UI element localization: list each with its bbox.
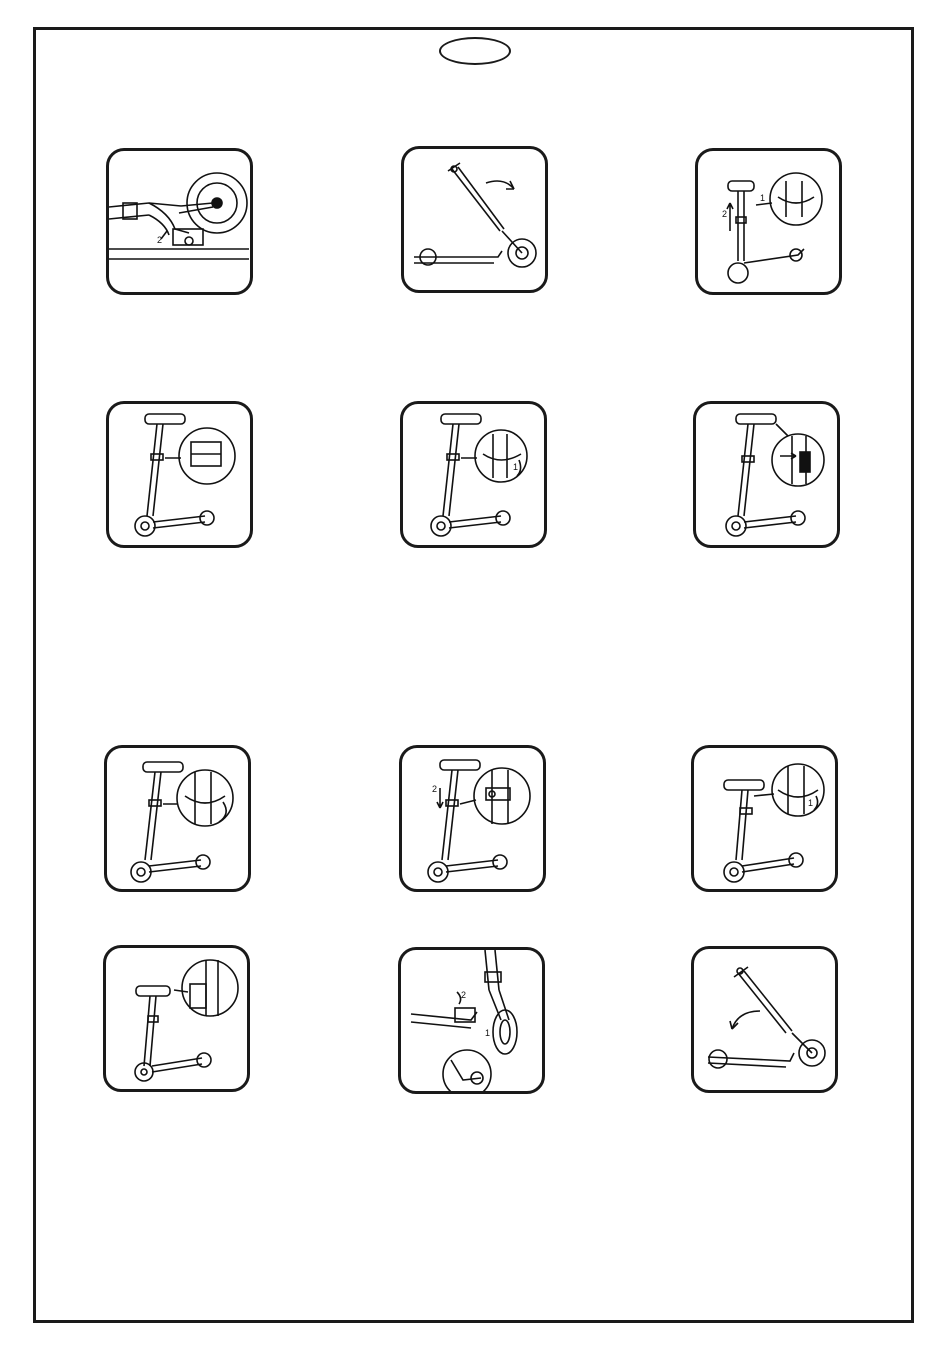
scooter-unfolding-icon <box>404 149 545 290</box>
scooter-clamp-lever-icon <box>403 404 544 545</box>
step-9-callout: 1 <box>808 798 814 808</box>
scooter-clamp-close-icon <box>694 748 835 889</box>
step-2-illustration <box>401 146 548 293</box>
step-11-callout-b: 1 <box>485 1028 491 1038</box>
step-7-illustration <box>104 745 251 892</box>
scooter-height-adjust-icon <box>402 748 543 889</box>
scooter-clamp-detail-icon <box>109 404 250 545</box>
step-8-illustration <box>399 745 546 892</box>
scooter-handlebar-release-icon <box>106 948 247 1089</box>
step-5-callout: 1 <box>513 462 519 472</box>
step-10-illustration <box>103 945 250 1092</box>
wheel-latch-closeup-icon <box>109 151 250 292</box>
step-1-illustration <box>106 148 253 295</box>
step-1-callout: 2 <box>157 235 163 245</box>
step-6-illustration <box>693 401 840 548</box>
step-11-illustration <box>398 947 545 1094</box>
fold-latch-closeup-icon <box>401 950 542 1091</box>
step-12-illustration <box>691 946 838 1093</box>
step-3-illustration <box>695 148 842 295</box>
header-badge <box>439 37 511 65</box>
step-11-callout-a: 2 <box>461 990 467 1000</box>
scooter-handlebar-pin-icon <box>696 404 837 545</box>
step-4-illustration <box>106 401 253 548</box>
step-3-callout-a: 2 <box>722 209 728 219</box>
scooter-folding-icon <box>694 949 835 1090</box>
step-3-callout-b: 1 <box>760 193 766 203</box>
scooter-stem-lock-icon <box>698 151 839 292</box>
step-5-illustration <box>400 401 547 548</box>
step-9-illustration <box>691 745 838 892</box>
scooter-clamp-open-icon <box>107 748 248 889</box>
step-8-callout: 2 <box>432 784 438 794</box>
